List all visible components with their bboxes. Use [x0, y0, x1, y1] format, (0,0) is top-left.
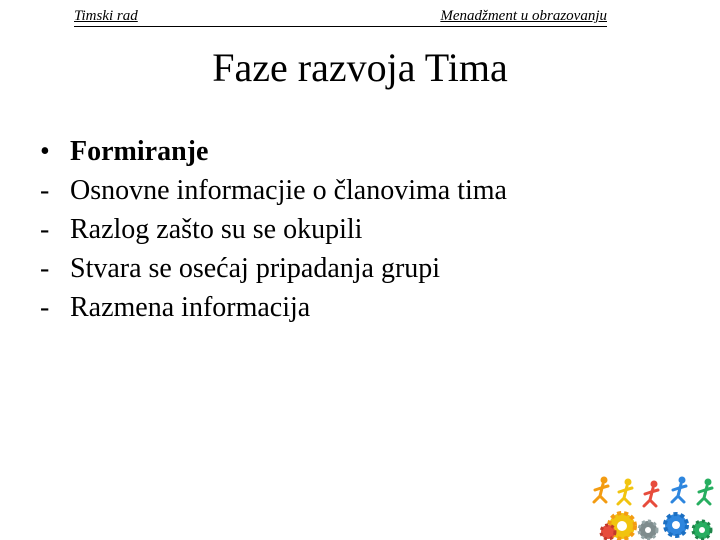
running-person-icon — [594, 477, 608, 503]
list-item-text: Osnovne informacjie o članovima tima — [70, 175, 507, 206]
gear-icon — [665, 514, 687, 536]
list-item — [40, 210, 700, 249]
header-left-text: Timski rad — [74, 8, 138, 24]
dash-marker: - — [40, 253, 50, 284]
bullet-list — [40, 132, 700, 327]
list-item — [40, 132, 700, 171]
list-item-text: Razlog zašto su se okupili — [70, 214, 363, 245]
running-person-icon — [698, 479, 712, 505]
list-item-text: Stvara se osećaj pripadanja grupi — [70, 253, 441, 284]
list-item-text: Razmena informacija — [70, 292, 311, 323]
running-person-icon — [644, 481, 658, 507]
running-person-icon — [618, 479, 632, 505]
slide-header — [74, 6, 607, 27]
list-item — [40, 171, 700, 210]
gear-icon — [693, 521, 711, 539]
header-right-text: Menadžment u obrazovanju — [440, 8, 607, 24]
list-item — [40, 249, 700, 288]
slide-title: Faze razvoja Tima — [212, 45, 508, 90]
gear-icon — [639, 521, 657, 539]
bullet-marker: • — [40, 136, 50, 167]
dash-marker: - — [40, 175, 50, 206]
dash-marker: - — [40, 214, 50, 245]
teamwork-gears-icon — [590, 470, 720, 540]
gear-icon — [601, 525, 615, 539]
list-item-text: Formiranje — [70, 136, 209, 167]
dash-marker: - — [40, 292, 50, 323]
list-item — [40, 288, 700, 327]
running-person-icon — [672, 477, 686, 503]
